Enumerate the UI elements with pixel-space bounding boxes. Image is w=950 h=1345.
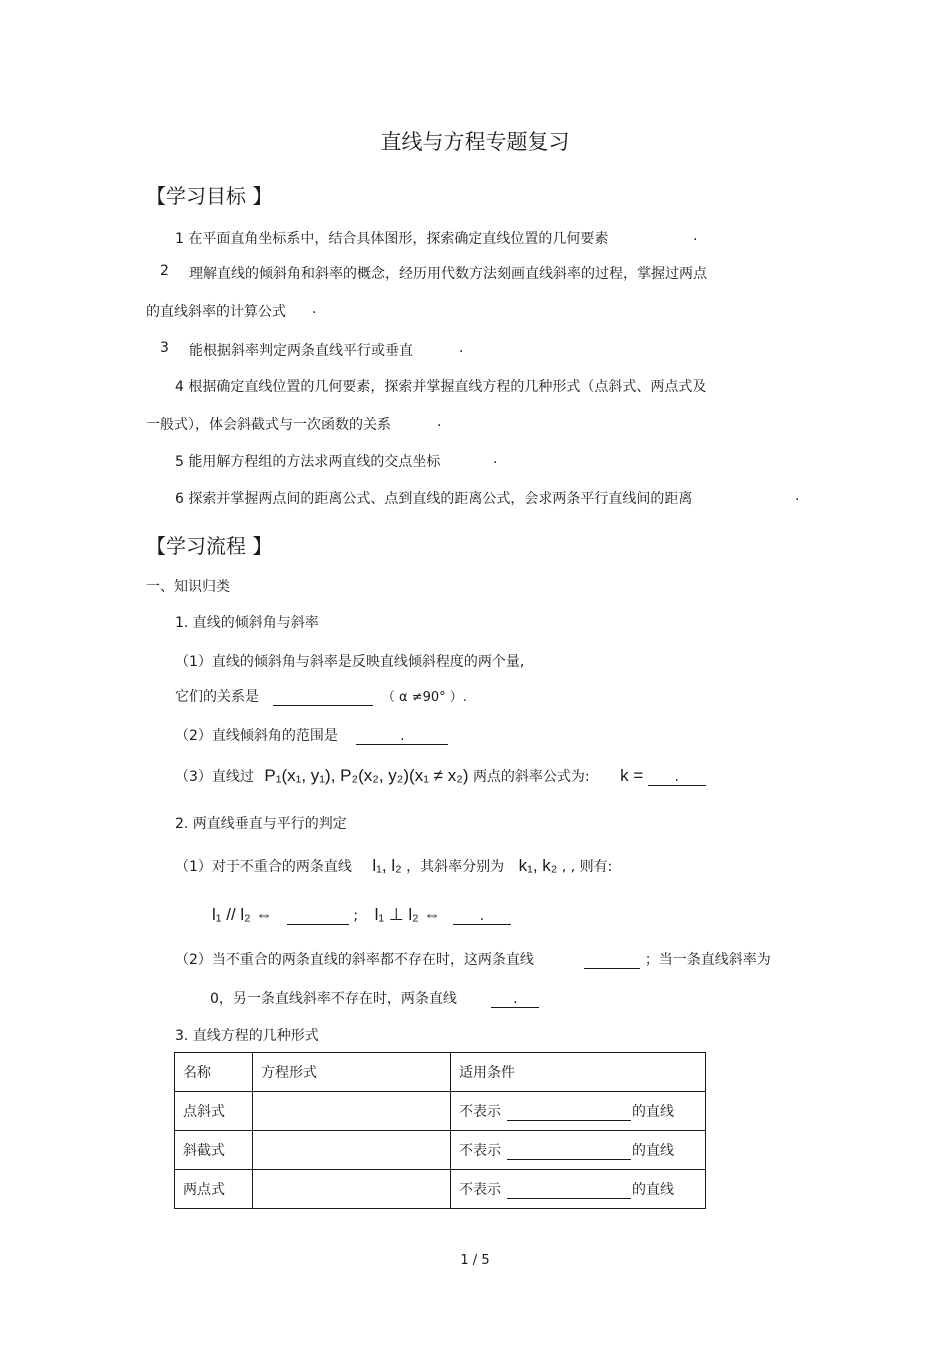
goal-item-3-text: 能根据斜率判定两条直线平行或垂直 bbox=[189, 343, 413, 359]
table-cell-condition bbox=[451, 1131, 706, 1170]
goal-item-2-line2: 的直线斜率的计算公式 bbox=[146, 304, 286, 320]
s2-q2-line2 bbox=[210, 988, 539, 1008]
table-row bbox=[175, 1131, 706, 1170]
condition-blank[interactable] bbox=[507, 1144, 631, 1160]
s2-q2-line1 bbox=[175, 949, 771, 969]
s1-q3-suffix: 两点的斜率公式为: bbox=[472, 769, 590, 785]
section2-title: 2. 两直线垂直与平行的判定 bbox=[175, 816, 347, 832]
parallel-relation: l₁ // l₂ ⇔ bbox=[212, 905, 273, 924]
condition-suffix: 的直线 bbox=[632, 1182, 674, 1198]
condition-suffix: 的直线 bbox=[632, 1104, 674, 1120]
table-header-condition: 适用条件 bbox=[451, 1053, 706, 1092]
goal-item-4-period: . bbox=[437, 414, 442, 430]
s1-q3-blank[interactable]: . bbox=[648, 769, 706, 786]
s2-q2-line2-text: 0，另一条直线斜率不存在时，两条直线 bbox=[210, 991, 457, 1007]
condition-prefix: 不表示 bbox=[459, 1104, 501, 1120]
s2-q2-blank1[interactable] bbox=[584, 952, 640, 969]
table-cell-condition bbox=[451, 1170, 706, 1209]
condition-blank[interactable] bbox=[507, 1183, 631, 1199]
table-row bbox=[175, 1170, 706, 1209]
table-cell-name: 点斜式 bbox=[175, 1092, 253, 1131]
table-header-row bbox=[175, 1053, 706, 1092]
goal-item-3-period: . bbox=[459, 340, 464, 356]
part1-title: 一、知识归类 bbox=[146, 579, 230, 595]
goal-item-5-text: 5 能用解方程组的方法求两直线的交点坐标 bbox=[175, 454, 441, 470]
s1-q1-condition: （ α ≠90° ）. bbox=[381, 690, 467, 705]
s2-q2-line1-b: ；当一条直线斜率为 bbox=[644, 952, 771, 968]
section1-title: 1. 直线的倾斜角与斜率 bbox=[175, 615, 319, 631]
table-header-form: 方程形式 bbox=[253, 1053, 451, 1092]
s2-q2-blank2[interactable]: . bbox=[491, 991, 539, 1008]
goal-item-1-period: . bbox=[693, 228, 698, 244]
goal-item-1-text: 1 在平面直角坐标系中，结合具体图形，探索确定直线位置的几何要素 bbox=[175, 231, 609, 247]
table-cell-condition bbox=[451, 1092, 706, 1131]
table-cell-form[interactable] bbox=[253, 1092, 451, 1131]
goal-item-5-period: . bbox=[493, 451, 498, 467]
table-cell-form[interactable] bbox=[253, 1131, 451, 1170]
goal-item-3-number: 3 bbox=[160, 340, 169, 356]
condition-blank[interactable] bbox=[507, 1105, 631, 1121]
s1-q3-prefix: （3）直线过 bbox=[175, 769, 254, 785]
condition-prefix: 不表示 bbox=[459, 1143, 501, 1159]
s1-q2 bbox=[175, 725, 448, 745]
table-cell-name: 斜截式 bbox=[175, 1131, 253, 1170]
s1-q1-line1: （1）直线的倾斜角与斜率是反映直线倾斜程度的两个量, bbox=[175, 654, 525, 670]
goal-item-2-period: . bbox=[312, 301, 317, 317]
s1-q1-blank[interactable] bbox=[273, 689, 373, 706]
s2-q2-line1-a: （2）当不重合的两条直线的斜率都不存在时，这两条直线 bbox=[175, 952, 534, 968]
relation-separator: ; bbox=[353, 908, 359, 924]
s1-q1-line2 bbox=[175, 686, 467, 706]
goal-item-2-number: 2 bbox=[160, 263, 169, 279]
s2-q1-slopes: k₁, k₂ bbox=[518, 856, 558, 875]
goal-item-6-text: 6 探索并掌握两点间的距离公式、点到直线的距离公式，会求两条平行直线间的距离 bbox=[175, 491, 693, 507]
s2-relations bbox=[212, 905, 511, 925]
perpendicular-relation: l₁ ⊥ l₂ ⇔ bbox=[374, 905, 441, 924]
goal-item-6-period: . bbox=[795, 488, 800, 504]
s1-q2-label: （2）直线倾斜角的范围是 bbox=[175, 728, 338, 744]
goals-heading: 【学习目标 】 bbox=[146, 184, 273, 208]
page-title: 直线与方程专题复习 bbox=[380, 130, 570, 154]
table-cell-name: 两点式 bbox=[175, 1170, 253, 1209]
goal-item-1 bbox=[175, 228, 608, 248]
table-header-name: 名称 bbox=[175, 1053, 253, 1092]
table-cell-form[interactable] bbox=[253, 1170, 451, 1209]
s2-q1 bbox=[175, 856, 612, 876]
condition-suffix: 的直线 bbox=[632, 1143, 674, 1159]
s1-q2-blank[interactable]: . bbox=[356, 728, 448, 745]
line-equation-forms-table bbox=[174, 1052, 706, 1209]
s2-q1-prefix: （1）对于不重合的两条直线 bbox=[175, 859, 352, 875]
s1-q3 bbox=[175, 766, 706, 786]
perpendicular-blank[interactable]: . bbox=[453, 908, 511, 925]
slope-formula-points: P₁(x₁, y₁), P₂(x₂, y₂)(x₁ ≠ x₂) bbox=[264, 766, 469, 785]
goal-item-2-line1: 理解直线的倾斜角和斜率的概念，经历用代数方法刻画直线斜率的过程，掌握过两点 bbox=[189, 266, 707, 282]
s2-q1-suffix: , , 则有: bbox=[561, 859, 613, 875]
s2-q1-lines: l₁, l₂ bbox=[372, 856, 402, 875]
slope-k-label: k = bbox=[620, 766, 644, 785]
goal-item-4-line1: 4 根据确定直线位置的几何要素，探索并掌握直线方程的几种形式（点斜式、两点式及 bbox=[175, 379, 707, 395]
parallel-blank[interactable] bbox=[287, 908, 349, 925]
page-number: 1 / 5 bbox=[460, 1253, 490, 1268]
s2-q1-mid: ，其斜率分别为 bbox=[406, 859, 505, 875]
flow-heading: 【学习流程 】 bbox=[146, 534, 273, 558]
goal-item-4-line2: 一般式），体会斜截式与一次函数的关系 bbox=[146, 417, 391, 433]
s1-q1-label: 它们的关系是 bbox=[175, 689, 259, 705]
table-row bbox=[175, 1092, 706, 1131]
section3-title: 3. 直线方程的几种形式 bbox=[175, 1028, 319, 1044]
condition-prefix: 不表示 bbox=[459, 1182, 501, 1198]
